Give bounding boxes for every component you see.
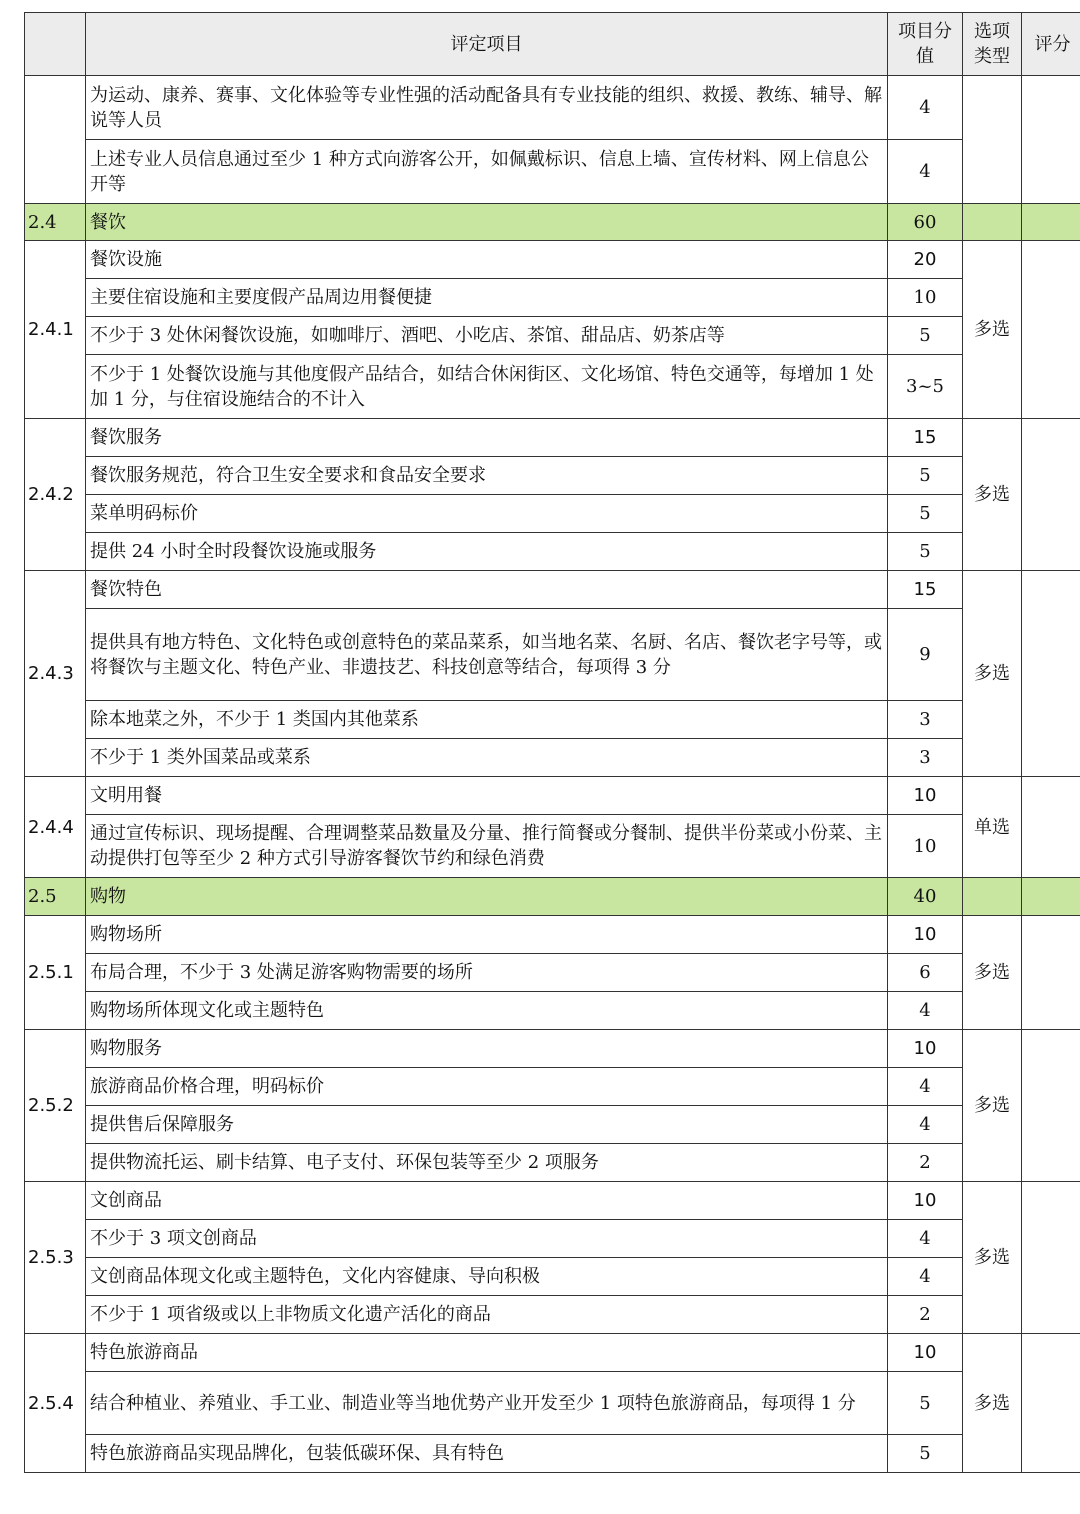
row-item-text: 餐饮服务 bbox=[86, 419, 888, 457]
row-code: 2.4.1 bbox=[25, 241, 86, 419]
row-score: 5 bbox=[888, 317, 963, 355]
row-item-text: 提供具有地方特色、文化特色或创意特色的菜品菜系，如当地名菜、名厨、名店、餐饮老字号等，或将餐饮与主题文化、特色产业、非遗技艺、科技创意等结合，每项得 3 分 bbox=[86, 609, 888, 701]
row-item-text: 不少于 3 处休闲餐饮设施，如咖啡厅、酒吧、小吃店、茶馆、甜品店、奶茶店等 bbox=[86, 317, 888, 355]
row-item-text: 购物 bbox=[86, 878, 888, 916]
table-row bbox=[25, 495, 1080, 533]
row-rating-cell[interactable] bbox=[1022, 1030, 1080, 1182]
row-score: 3 bbox=[888, 739, 963, 777]
row-option-type bbox=[963, 76, 1022, 204]
row-rating-cell[interactable] bbox=[1022, 878, 1080, 916]
header-item: 评定项目 bbox=[86, 13, 888, 76]
row-score: 10 bbox=[888, 1030, 963, 1068]
row-score: 10 bbox=[888, 1334, 963, 1372]
row-score: 4 bbox=[888, 1220, 963, 1258]
row-score: 4 bbox=[888, 140, 963, 204]
row-item-text: 文创商品 bbox=[86, 1182, 888, 1220]
row-code: 2.4.4 bbox=[25, 777, 86, 878]
table-row bbox=[25, 1435, 1080, 1473]
table-row bbox=[25, 140, 1080, 204]
table-row bbox=[25, 457, 1080, 495]
row-item-text: 提供物流托运、刷卡结算、电子支付、环保包装等至少 2 项服务 bbox=[86, 1144, 888, 1182]
subsection-row bbox=[25, 1030, 1080, 1068]
row-score: 6 bbox=[888, 954, 963, 992]
table-row bbox=[25, 815, 1080, 878]
row-item-text: 不少于 3 项文创商品 bbox=[86, 1220, 888, 1258]
row-code: 2.4.2 bbox=[25, 419, 86, 571]
row-code: 2.5 bbox=[25, 878, 86, 916]
row-code: 2.5.2 bbox=[25, 1030, 86, 1182]
row-score: 5 bbox=[888, 457, 963, 495]
row-item-text: 餐饮 bbox=[86, 204, 888, 241]
table-row bbox=[25, 1372, 1080, 1435]
subsection-row bbox=[25, 777, 1080, 815]
row-score: 40 bbox=[888, 878, 963, 916]
row-item-text: 购物场所体现文化或主题特色 bbox=[86, 992, 888, 1030]
row-option-type: 多选 bbox=[963, 1334, 1022, 1473]
subsection-row bbox=[25, 419, 1080, 457]
row-score: 15 bbox=[888, 419, 963, 457]
table-row bbox=[25, 992, 1080, 1030]
section-row bbox=[25, 878, 1080, 916]
row-rating-cell[interactable] bbox=[1022, 1182, 1080, 1334]
row-code: 2.4 bbox=[25, 204, 86, 241]
subsection-row bbox=[25, 571, 1080, 609]
row-item-text: 提供售后保障服务 bbox=[86, 1106, 888, 1144]
row-item-text: 文创商品体现文化或主题特色，文化内容健康、导向积极 bbox=[86, 1258, 888, 1296]
row-score: 10 bbox=[888, 815, 963, 878]
row-item-text: 除本地菜之外，不少于 1 类国内其他菜系 bbox=[86, 701, 888, 739]
row-item-text: 特色旅游商品 bbox=[86, 1334, 888, 1372]
table-row bbox=[25, 76, 1080, 140]
table-row bbox=[25, 609, 1080, 701]
row-rating-cell[interactable] bbox=[1022, 777, 1080, 878]
table-row bbox=[25, 355, 1080, 419]
row-rating-cell[interactable] bbox=[1022, 1334, 1080, 1473]
row-score: 4 bbox=[888, 1258, 963, 1296]
row-option-type: 单选 bbox=[963, 777, 1022, 878]
table-body bbox=[25, 76, 1080, 1473]
header-row bbox=[25, 13, 1080, 76]
subsection-row bbox=[25, 241, 1080, 279]
row-score: 10 bbox=[888, 279, 963, 317]
row-option-type: 多选 bbox=[963, 419, 1022, 571]
row-option-type bbox=[963, 204, 1022, 241]
row-item-text: 通过宣传标识、现场提醒、合理调整菜品数量及分量、推行简餐或分餐制、提供半份菜或小份菜、主动提供打包等至少 2 种方式引导游客餐饮节约和绿色消费 bbox=[86, 815, 888, 878]
row-item-text: 购物场所 bbox=[86, 916, 888, 954]
row-item-text: 餐饮服务规范，符合卫生安全要求和食品安全要求 bbox=[86, 457, 888, 495]
row-code: 2.5.3 bbox=[25, 1182, 86, 1334]
row-item-text: 不少于 1 处餐饮设施与其他度假产品结合，如结合休闲街区、文化场馆、特色交通等，每增加 1 处加 1 分，与住宿设施结合的不计入 bbox=[86, 355, 888, 419]
table-row bbox=[25, 954, 1080, 992]
header-score: 项目分值 bbox=[888, 13, 963, 76]
row-item-text: 旅游商品价格合理，明码标价 bbox=[86, 1068, 888, 1106]
row-rating-cell[interactable] bbox=[1022, 241, 1080, 419]
row-score: 5 bbox=[888, 495, 963, 533]
subsection-row bbox=[25, 916, 1080, 954]
section-row bbox=[25, 204, 1080, 241]
row-score: 2 bbox=[888, 1144, 963, 1182]
row-item-text: 上述专业人员信息通过至少 1 种方式向游客公开，如佩戴标识、信息上墙、宣传材料、网上信息公开等 bbox=[86, 140, 888, 204]
row-score: 3~5 bbox=[888, 355, 963, 419]
row-rating-cell[interactable] bbox=[1022, 916, 1080, 1030]
row-item-text: 提供 24 小时全时段餐饮设施或服务 bbox=[86, 533, 888, 571]
row-option-type: 多选 bbox=[963, 241, 1022, 419]
table-row bbox=[25, 533, 1080, 571]
row-score: 10 bbox=[888, 777, 963, 815]
row-item-text: 特色旅游商品实现品牌化，包装低碳环保、具有特色 bbox=[86, 1435, 888, 1473]
subsection-row bbox=[25, 1182, 1080, 1220]
row-score: 2 bbox=[888, 1296, 963, 1334]
row-score: 9 bbox=[888, 609, 963, 701]
subsection-row bbox=[25, 1334, 1080, 1372]
row-item-text: 布局合理，不少于 3 处满足游客购物需要的场所 bbox=[86, 954, 888, 992]
header-rating: 评分 bbox=[1022, 13, 1080, 76]
row-code: 2.5.1 bbox=[25, 916, 86, 1030]
row-score: 5 bbox=[888, 1435, 963, 1473]
row-rating-cell[interactable] bbox=[1022, 76, 1080, 204]
table-row bbox=[25, 1258, 1080, 1296]
row-item-text: 结合种植业、养殖业、手工业、制造业等当地优势产业开发至少 1 项特色旅游商品，每项得 1 分 bbox=[86, 1372, 888, 1435]
table-row bbox=[25, 1144, 1080, 1182]
header-type: 选项类型 bbox=[963, 13, 1022, 76]
table-row bbox=[25, 1106, 1080, 1144]
row-score: 4 bbox=[888, 76, 963, 140]
row-score: 4 bbox=[888, 1068, 963, 1106]
row-option-type: 多选 bbox=[963, 1030, 1022, 1182]
row-option-type: 多选 bbox=[963, 916, 1022, 1030]
row-code bbox=[25, 76, 86, 204]
table-row bbox=[25, 1296, 1080, 1334]
row-score: 4 bbox=[888, 992, 963, 1030]
row-item-text: 餐饮特色 bbox=[86, 571, 888, 609]
scoring-table bbox=[24, 12, 1080, 1473]
table-row bbox=[25, 1068, 1080, 1106]
row-score: 10 bbox=[888, 916, 963, 954]
row-score: 10 bbox=[888, 1182, 963, 1220]
row-score: 3 bbox=[888, 701, 963, 739]
row-item-text: 主要住宿设施和主要度假产品周边用餐便捷 bbox=[86, 279, 888, 317]
table-row bbox=[25, 1220, 1080, 1258]
row-item-text: 文明用餐 bbox=[86, 777, 888, 815]
row-score: 5 bbox=[888, 1372, 963, 1435]
header-code bbox=[25, 13, 86, 76]
scoring-table-sheet bbox=[24, 12, 1080, 1473]
row-item-text: 菜单明码标价 bbox=[86, 495, 888, 533]
row-rating-cell[interactable] bbox=[1022, 204, 1080, 241]
row-item-text: 为运动、康养、赛事、文化体验等专业性强的活动配备具有专业技能的组织、救援、教练、辅导、解说等人员 bbox=[86, 76, 888, 140]
table-row bbox=[25, 701, 1080, 739]
table-row bbox=[25, 279, 1080, 317]
row-item-text: 不少于 1 项省级或以上非物质文化遗产活化的商品 bbox=[86, 1296, 888, 1334]
row-score: 4 bbox=[888, 1106, 963, 1144]
row-option-type: 多选 bbox=[963, 1182, 1022, 1334]
row-score: 60 bbox=[888, 204, 963, 241]
row-item-text: 购物服务 bbox=[86, 1030, 888, 1068]
row-rating-cell[interactable] bbox=[1022, 419, 1080, 571]
row-code: 2.5.4 bbox=[25, 1334, 86, 1473]
row-score: 15 bbox=[888, 571, 963, 609]
row-rating-cell[interactable] bbox=[1022, 571, 1080, 777]
table-row bbox=[25, 317, 1080, 355]
table-row bbox=[25, 739, 1080, 777]
row-option-type bbox=[963, 878, 1022, 916]
row-score: 20 bbox=[888, 241, 963, 279]
row-code: 2.4.3 bbox=[25, 571, 86, 777]
row-item-text: 不少于 1 类外国菜品或菜系 bbox=[86, 739, 888, 777]
row-item-text: 餐饮设施 bbox=[86, 241, 888, 279]
row-score: 5 bbox=[888, 533, 963, 571]
row-option-type: 多选 bbox=[963, 571, 1022, 777]
